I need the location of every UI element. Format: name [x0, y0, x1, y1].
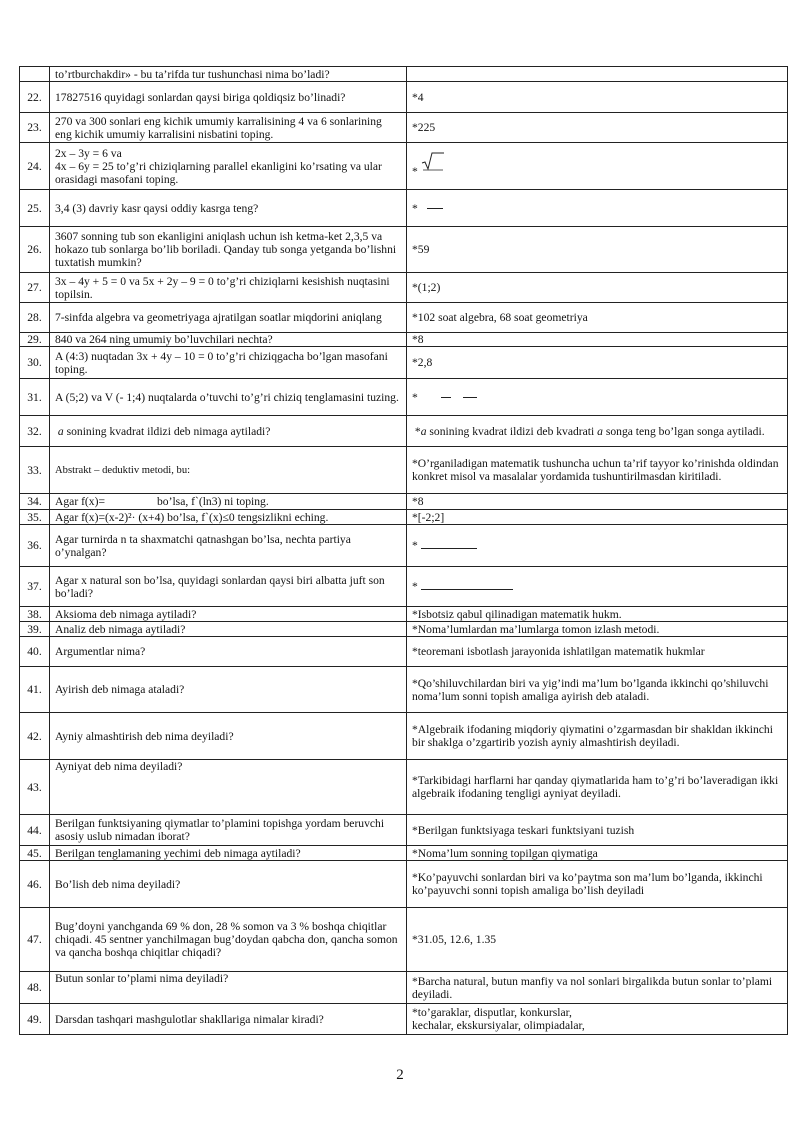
answer-cell — [407, 525, 788, 567]
answer-marker: * — [414, 424, 421, 438]
answer-marker: * — [412, 539, 418, 552]
answer-marker: * — [412, 390, 418, 404]
table-row — [20, 67, 788, 82]
row-number: 29. — [20, 333, 50, 347]
question-cell: A (5;2) va V (- 1;4) nuqtalarda o’tuvchi to’g’ri chiziq tenglamasini tuzing. — [50, 379, 407, 416]
row-number: 22. — [20, 82, 50, 113]
table-row — [20, 908, 788, 972]
row-number: 37. — [20, 567, 50, 607]
table-row — [20, 347, 788, 379]
question-cell: Ayniyat deb nima deyiladi? — [50, 760, 407, 815]
row-number: 42. — [20, 713, 50, 760]
row-number — [20, 67, 50, 82]
table-row — [20, 82, 788, 113]
table-row — [20, 379, 788, 416]
table-row — [20, 972, 788, 1004]
question-cell: Agar x natural son bo’lsa, quyidagi sonlardan qaysi biri albatta juft son bo’ladi? — [50, 567, 407, 607]
table-row — [20, 227, 788, 273]
row-number: 28. — [20, 303, 50, 333]
answer-cell: *(1;2) — [407, 273, 788, 303]
answer-cell: *31.05, 12.6, 1.35 — [407, 908, 788, 972]
table-row — [20, 190, 788, 227]
question-cell: to’rtburchakdir» - bu ta’rifda tur tushunchasi nima bo’ladi? — [50, 67, 407, 82]
answer-cell — [407, 143, 788, 190]
answer-cell: *59 — [407, 227, 788, 273]
variable-a: a — [420, 424, 427, 438]
answer-text: songa teng bo’lgan songa aytiladi. — [602, 424, 765, 438]
question-cell: Berilgan funktsiyaning qiymatlar to’plamini topishga yordam beruvchi asosiy uslub nimadan iborat? — [50, 815, 407, 846]
question-cell: Agar f(x)=(x-2)²· (x+4) bo’lsa, f`(x)≤0 tengsizlikni eching. — [50, 510, 407, 525]
answer-cell: *teoremani isbotlash jarayonida ishlatilgan matematik hukmlar — [407, 637, 788, 667]
table-row — [20, 416, 788, 447]
answer-cell — [407, 379, 788, 416]
fraction-line — [463, 397, 477, 398]
table-row — [20, 815, 788, 846]
fraction-line — [441, 397, 451, 398]
answer-cell: *O’rganiladigan matematik tushuncha uchun ta’rif tayyor ko’rinishda oldindan konkret misol va masalalar yordamida tushuntirilmasdan kiritiladi. — [407, 447, 788, 494]
answer-cell: *Noma’lum sonning topilgan qiymatiga — [407, 846, 788, 861]
table-row — [20, 861, 788, 908]
question-line-1: 2x – 3y = 6 va — [55, 146, 122, 160]
answer-cell: *Ko’payuvchi sonlardan biri va ko’paytma son ma’lum bo’lganda, ikkinchi ko’payuvchi sonni topish amaliga bo’lish deyiladi — [407, 861, 788, 908]
row-number: 23. — [20, 113, 50, 143]
table-row — [20, 494, 788, 510]
answer-cell: *2,8 — [407, 347, 788, 379]
table-row — [20, 303, 788, 333]
question-cell: Berilgan tenglamaning yechimi deb nimaga aytiladi? — [50, 846, 407, 861]
table-row — [20, 567, 788, 607]
table-row — [20, 273, 788, 303]
answer-marker: * — [412, 580, 418, 593]
table-row — [20, 525, 788, 567]
row-number: 41. — [20, 667, 50, 713]
question-cell — [50, 416, 407, 447]
question-cell: Aksioma deb nimaga aytiladi? — [50, 607, 407, 622]
row-number: 33. — [20, 447, 50, 494]
table-row — [20, 113, 788, 143]
row-number: 30. — [20, 347, 50, 379]
question-cell: Ayniy almashtirish deb nima deyiladi? — [50, 713, 407, 760]
question-cell: Analiz deb nimaga aytiladi? — [50, 622, 407, 637]
row-number: 39. — [20, 622, 50, 637]
row-number: 26. — [20, 227, 50, 273]
table-row — [20, 447, 788, 494]
square-root-icon — [421, 151, 445, 174]
answer-line-2: kechalar, ekskursiyalar, olimpiadalar, — [412, 1019, 585, 1032]
formula-placeholder-line — [421, 547, 477, 549]
row-number: 25. — [20, 190, 50, 227]
question-cell: 17827516 quyidagi sonlardan qaysi biriga qoldiqsiz bo’linadi? — [50, 82, 407, 113]
question-cell: 270 va 300 sonlari eng kichik umumiy karralisining 4 va 6 sonlarining eng kichik umumiy karralisini nisbatini toping. — [50, 113, 407, 143]
question-cell: 7-sinfda algebra va geometriyaga ajratilgan soatlar miqdorini aniqlang — [50, 303, 407, 333]
answer-line-1: *to’garaklar, disputlar, konkurslar, — [412, 1006, 572, 1019]
question-cell: Ayirish deb nimaga ataladi? — [50, 667, 407, 713]
table-row — [20, 510, 788, 525]
table-row — [20, 760, 788, 815]
row-number: 24. — [20, 143, 50, 190]
question-text: bo’lsa, f`(ln3) ni toping. — [157, 495, 269, 508]
question-cell: Bo’lish deb nima deyiladi? — [50, 861, 407, 908]
question-cell: 840 va 264 ning umumiy bo’luvchilari nechta? — [50, 333, 407, 347]
table-row — [20, 667, 788, 713]
answer-cell — [407, 567, 788, 607]
row-number: 32. — [20, 416, 50, 447]
row-number: 27. — [20, 273, 50, 303]
answer-cell — [407, 190, 788, 227]
question-cell: Argumentlar nima? — [50, 637, 407, 667]
question-cell: 3607 sonning tub son ekanligini aniqlash uchun ish ketma-ket 2,3,5 va hokazo tub sonlarga bo’lib boriladi. Qanday tub songa yetganda bo’lishni tuxtatish mumkin? — [50, 227, 407, 273]
table-row — [20, 333, 788, 347]
table-row — [20, 846, 788, 861]
row-number: 36. — [20, 525, 50, 567]
table-row — [20, 607, 788, 622]
row-number: 47. — [20, 908, 50, 972]
row-number: 31. — [20, 379, 50, 416]
row-number: 34. — [20, 494, 50, 510]
table-row — [20, 143, 788, 190]
question-cell: Darsdan tashqari mashgulotlar shakllariga nimalar kiradi? — [50, 1004, 407, 1035]
answer-cell: *Qo’shiluvchilardan biri va yig’indi ma’lum bo’lganda ikkinchi qo’shiluvchi noma’lum sonni topish amaliga ayirish deb ataladi. — [407, 667, 788, 713]
question-cell: Bug’doyni yanchganda 69 % don, 28 % somon va 3 % boshqa chiqitlar chiqadi. 45 sentner yanchilmagan bug’doydan qabcha don, qancha somon va qancha boshqa chiqitlar chiqadi? — [50, 908, 407, 972]
table-row — [20, 713, 788, 760]
row-number: 46. — [20, 861, 50, 908]
page-number: 2 — [396, 1067, 404, 1083]
table-row — [20, 637, 788, 667]
fraction-line — [427, 208, 443, 209]
answer-marker: * — [412, 164, 418, 178]
answer-cell: *Barcha natural, butun manfiy va nol sonlari birgalikda butun sonlar to’plami deyiladi. — [407, 972, 788, 1004]
answer-cell: *102 soat algebra, 68 soat geometriya — [407, 303, 788, 333]
answer-cell — [407, 416, 788, 447]
question-text: sonining kvadrat ildizi deb nimaga aytiladi? — [63, 424, 271, 438]
variable-a: a — [57, 424, 64, 438]
row-number: 44. — [20, 815, 50, 846]
row-number: 43. — [20, 760, 50, 815]
formula-placeholder-line — [421, 588, 513, 590]
answer-cell — [407, 1004, 788, 1035]
question-cell: Butun sonlar to’plami nima deyiladi? — [50, 972, 407, 1004]
question-cell: 3,4 (3) davriy kasr qaysi oddiy kasrga teng? — [50, 190, 407, 227]
row-number: 45. — [20, 846, 50, 861]
question-line-2: 4x – 6y = 25 to’g’ri chiziqlarning parallel ekanligini ko’rsating va ular orasidagi masofani toping. — [55, 159, 382, 186]
question-cell: 3x – 4y + 5 = 0 va 5x + 2y – 9 = 0 to’g’ri chiziqlarni kesishish nuqtasini topilsin. — [50, 273, 407, 303]
row-number: 35. — [20, 510, 50, 525]
answer-marker: * — [412, 201, 418, 215]
answer-cell: *Tarkibidagi harflarni har qanday qiymatlarida ham to’g’ri bo’laveradigan ikki algebraik ifodaning tengligi ayniyat deyiladi. — [407, 760, 788, 815]
row-number: 48. — [20, 972, 50, 1004]
question-cell — [50, 494, 407, 510]
answer-cell: *Algebraik ifodaning miqdoriy qiymatini o’zgarmasdan bir shakldan ikkinchi bir shaklga o’zgartirib yozish ayniy almashtirish deyiladi. — [407, 713, 788, 760]
question-cell: A (4:3) nuqtadan 3x + 4y – 10 = 0 to’g’ri chiziqgacha bo’lgan masofani toping. — [50, 347, 407, 379]
row-number: 49. — [20, 1004, 50, 1035]
answer-cell: *Isbotsiz qabul qilinadigan matematik hukm. — [407, 607, 788, 622]
answer-cell: *8 — [407, 333, 788, 347]
row-number: 38. — [20, 607, 50, 622]
answer-cell: *8 — [407, 494, 788, 510]
answer-cell — [407, 67, 788, 82]
questions-table — [19, 66, 788, 1035]
row-number: 40. — [20, 637, 50, 667]
answer-cell: *Noma’lumlardan ma’lumlarga tomon izlash metodi. — [407, 622, 788, 637]
variable-a: a — [597, 424, 603, 438]
answer-cell: *4 — [407, 82, 788, 113]
answer-cell: *Berilgan funktsiyaga teskari funktsiyani tuzish — [407, 815, 788, 846]
table-row — [20, 622, 788, 637]
question-text: Agar f(x)= — [55, 495, 105, 508]
question-cell: Agar turnirda n ta shaxmatchi qatnashgan bo’lsa, nechta partiya o’ynalgan? — [50, 525, 407, 567]
answer-text: sonining kvadrat ildizi deb kvadrati — [426, 424, 598, 438]
table-row — [20, 1004, 788, 1035]
answer-cell: *225 — [407, 113, 788, 143]
question-cell — [50, 143, 407, 190]
answer-cell: *[-2;2] — [407, 510, 788, 525]
question-cell: Abstrakt – deduktiv metodi, bu: — [50, 447, 407, 494]
